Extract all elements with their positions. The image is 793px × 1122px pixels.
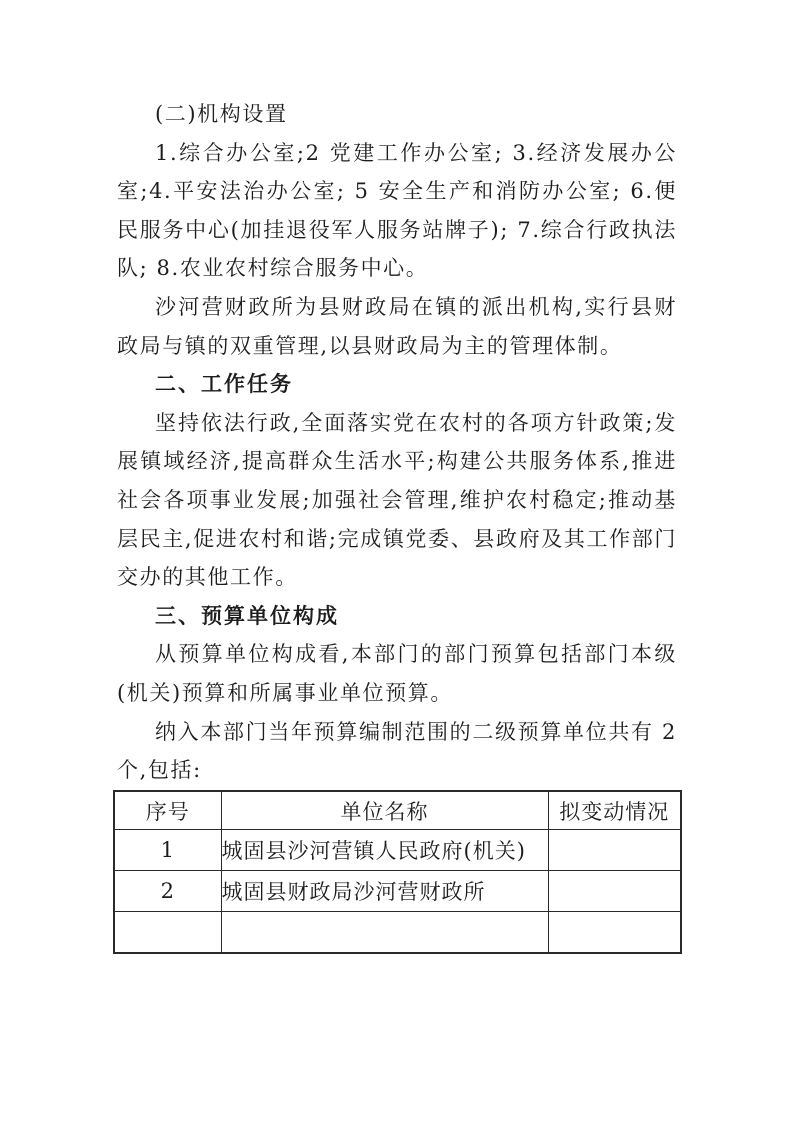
cell-change-status xyxy=(548,912,681,954)
para-work-tasks: 坚持依法行政,全面落实党在农村的各项方针政策;发展镇域经济,提高群众生活水平;构建公共服务体系,推进社会各项事业发展;加强社会管理,维护农村稳定;推动基层民主,促进农村和谐;完成镇党委、县政府及其工作部门交办的其他工作。 xyxy=(117,410,677,590)
cell-unit-name xyxy=(221,912,548,954)
cell-index: 1 xyxy=(114,830,221,871)
cell-index: 2 xyxy=(114,871,221,912)
cell-change-status xyxy=(548,830,681,871)
cell-index xyxy=(114,912,221,954)
cell-unit-name: 城固县沙河营镇人民政府(机关) xyxy=(221,830,548,871)
para-unit-count: 纳入本部门当年预算编制范围的二级预算单位共有 2 个,包括: xyxy=(117,719,677,783)
para-budget-composition: 从预算单位构成看,本部门的部门预算包括部门本级(机关)预算和所属事业单位预算。 xyxy=(117,642,677,705)
table-row xyxy=(114,871,681,912)
table-header-row xyxy=(114,791,681,830)
col-header-unit-name: 单位名称 xyxy=(221,791,548,830)
heading-budget-units: 三、预算单位构成 xyxy=(155,603,339,628)
cell-change-status xyxy=(548,871,681,912)
budget-units-table xyxy=(113,790,682,954)
table-row xyxy=(114,912,681,954)
document-body xyxy=(117,95,677,790)
table-row xyxy=(114,830,681,871)
col-header-index: 序号 xyxy=(114,791,221,830)
heading-org-setup: (二)机构设置 xyxy=(155,102,288,126)
para-org-list: 1.综合办公室;2 党建工作办公室; 3.经济发展办公室;4.平安法治办公室; 5 安全生产和消防办公室; 6.便民服务中心(加挂退役军人服务站牌子); 7.综合行政执法队; 8.农业农村综合服务中心。 xyxy=(117,140,677,281)
heading-work-tasks: 二、工作任务 xyxy=(155,372,293,397)
cell-unit-name: 城固县财政局沙河营财政所 xyxy=(221,871,548,912)
para-fiscal-office: 沙河营财政所为县财政局在镇的派出机构,实行县财政局与镇的双重管理,以县财政局为主的管理体制。 xyxy=(117,294,677,358)
col-header-change-status: 拟变动情况 xyxy=(548,791,681,830)
